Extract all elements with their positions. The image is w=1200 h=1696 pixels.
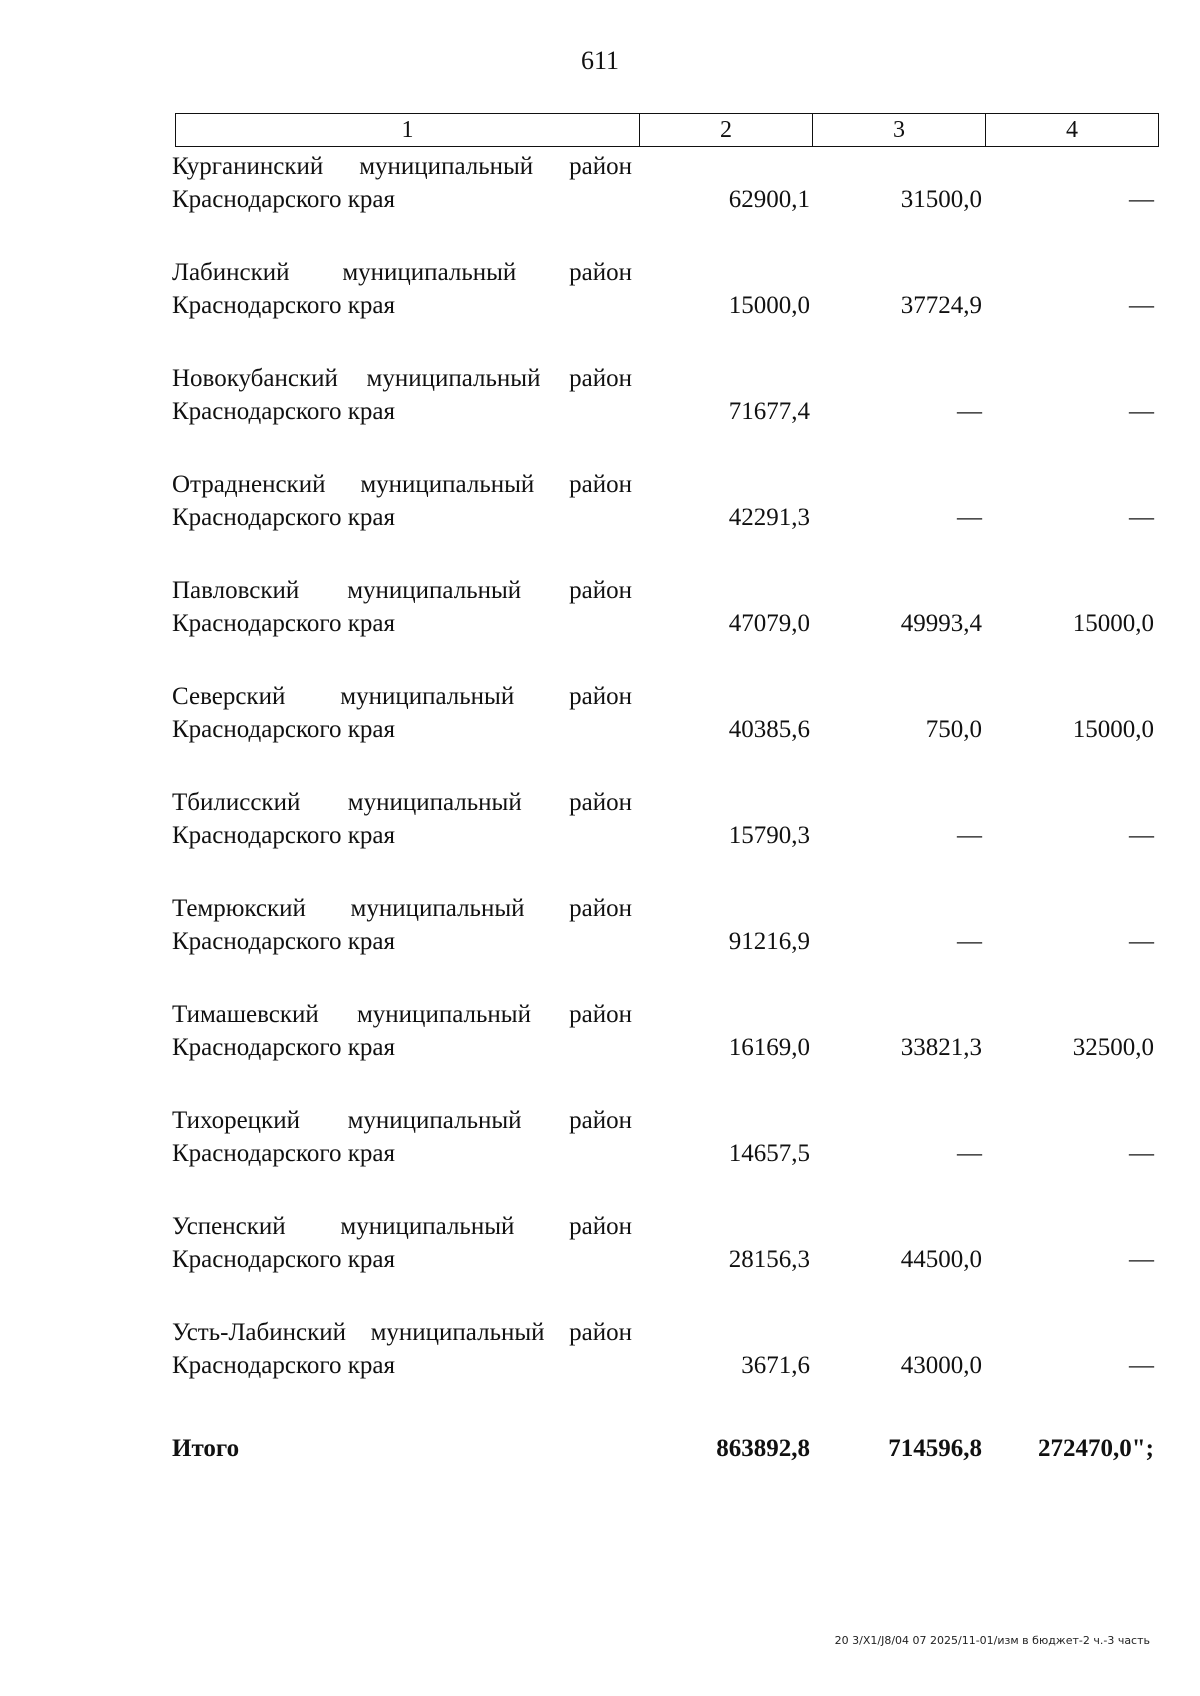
value-col-2: 40385,6 (728, 716, 810, 743)
value-col-3: 49993,4 (900, 610, 982, 637)
table-row (0, 362, 1200, 468)
value-col-3: 31500,0 (900, 186, 982, 213)
district-name: Успенский муниципальный район Краснодарского края (172, 1213, 632, 1273)
value-col-3: 750,0 (925, 716, 982, 743)
value-col-2: 16169,0 (728, 1034, 810, 1061)
value-col-3: 37724,9 (900, 292, 982, 319)
value-col-3: — (957, 398, 982, 425)
value-col-4: — (1129, 292, 1154, 319)
value-col-4: 15000,0 (1072, 610, 1154, 637)
table-row (0, 1104, 1200, 1210)
column-header-2: 2 (640, 114, 813, 147)
table-row (0, 574, 1200, 680)
column-header-table (175, 113, 1159, 147)
page-number: 611 (580, 46, 620, 75)
value-col-2: 15000,0 (728, 292, 810, 319)
value-col-2: 3671,6 (741, 1352, 810, 1379)
value-col-4: — (1129, 186, 1154, 213)
total-row (0, 1432, 1200, 1492)
value-col-4: — (1129, 504, 1154, 531)
district-name: Тимашевский муниципальный район Краснодарского края (172, 1001, 632, 1061)
table-body (0, 150, 1200, 1492)
value-col-4: — (1129, 1352, 1154, 1379)
table-row (0, 256, 1200, 362)
column-header-1: 1 (176, 114, 640, 147)
district-name: Павловский муниципальный район Краснодарского края (172, 577, 632, 637)
column-header-3: 3 (813, 114, 986, 147)
table-row (0, 998, 1200, 1104)
value-col-4: — (1129, 398, 1154, 425)
value-col-4: 32500,0 (1072, 1034, 1154, 1061)
district-name: Темрюкский муниципальный район Краснодарского края (172, 895, 632, 955)
value-col-2: 14657,5 (728, 1140, 810, 1167)
district-name: Тихорецкий муниципальный район Краснодарского края (172, 1107, 632, 1167)
value-col-2: 42291,3 (728, 504, 810, 531)
column-header-row (176, 114, 1159, 147)
column-header-4: 4 (986, 114, 1159, 147)
value-col-2: 47079,0 (728, 610, 810, 637)
value-col-2: 71677,4 (728, 398, 810, 425)
value-col-3: — (957, 822, 982, 849)
value-col-3: 44500,0 (900, 1246, 982, 1273)
value-col-4: — (1129, 928, 1154, 955)
value-col-3: 33821,3 (900, 1034, 982, 1061)
district-name: Новокубанский муниципальный район Краснодарского края (172, 365, 632, 425)
value-col-4: 15000,0 (1072, 716, 1154, 743)
value-col-3: — (957, 504, 982, 531)
value-col-3: — (957, 928, 982, 955)
table-row (0, 892, 1200, 998)
value-col-2: 62900,1 (728, 186, 810, 213)
value-col-4: — (1129, 1140, 1154, 1167)
total-col-3: 714596,8 (888, 1435, 982, 1462)
district-name: Отрадненский муниципальный район Краснодарского края (172, 471, 632, 531)
table-row (0, 468, 1200, 574)
district-name: Курганинский муниципальный район Краснодарского края (172, 153, 632, 213)
value-col-2: 15790,3 (728, 822, 810, 849)
value-col-3: — (957, 1140, 982, 1167)
district-name: Усть-Лабинский муниципальный район Краснодарского края (172, 1319, 632, 1379)
table-row (0, 1316, 1200, 1422)
value-col-4: — (1129, 1246, 1154, 1273)
district-name: Северский муниципальный район Краснодарского края (172, 683, 632, 743)
value-col-4: — (1129, 822, 1154, 849)
table-row (0, 1210, 1200, 1316)
total-col-4: 272470,0"; (1038, 1435, 1154, 1462)
district-name: Тбилисский муниципальный район Краснодарского края (172, 789, 632, 849)
table-row (0, 680, 1200, 786)
total-label: Итого (172, 1435, 240, 1462)
document-footer-code: 20 3/X1/J8/04 07 2025/11-01/изм в бюджет-2 ч.-3 часть (834, 1634, 1150, 1647)
table-row (0, 786, 1200, 892)
district-name: Лабинский муниципальный район Краснодарского края (172, 259, 632, 319)
value-col-2: 91216,9 (728, 928, 810, 955)
total-col-2: 863892,8 (716, 1435, 810, 1462)
value-col-2: 28156,3 (728, 1246, 810, 1273)
table-row (0, 150, 1200, 256)
value-col-3: 43000,0 (900, 1352, 982, 1379)
